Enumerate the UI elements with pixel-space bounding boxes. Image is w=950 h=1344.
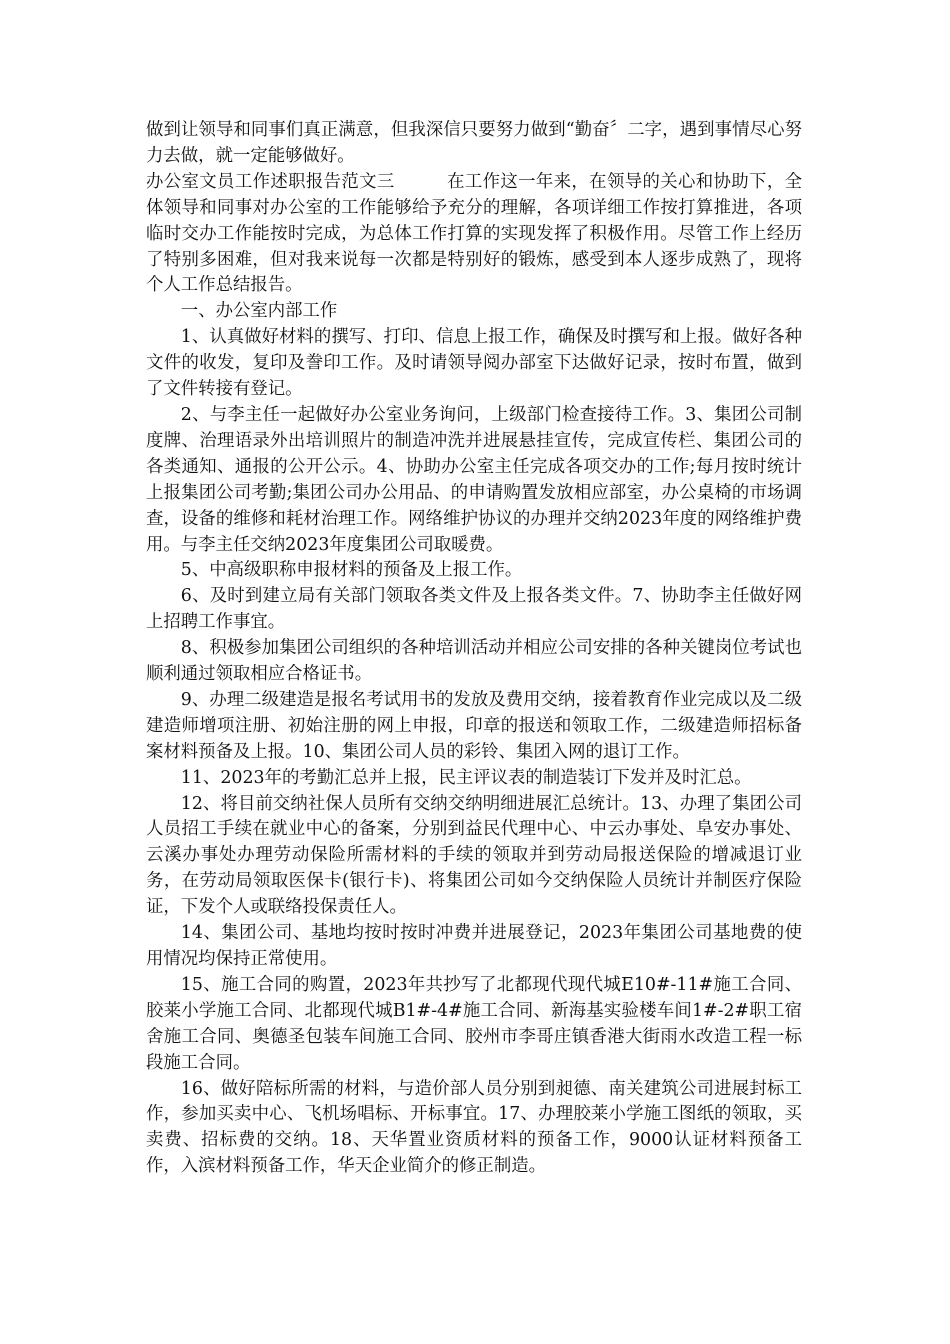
section-opening-text: 在工作这一年来，在领导的关心和协助下，全体领导和同事对办公室的工作能够给予充分的理解，各项详细工作按打算推进，各项临时交办工作能按时完成，为总体工作打算的实现发挥了积极作用。尽管工作上经历了特别多困难，但对我来说每一次都是特别好的锻炼，感受到本人逐步成熟了，现将个人工作总结报告。 bbox=[146, 171, 802, 296]
paragraph-14: 14、集团公司、基地均按时按时冲费并进展登记，2023年集团公司基地费的使用情况均保持正常使用。 bbox=[146, 923, 802, 969]
section-opening-paragraph bbox=[146, 170, 802, 300]
paragraph-11: 11、2023年的考勤汇总并上报，民主评议表的制造装订下发并及时汇总。 bbox=[180, 767, 752, 788]
document-body bbox=[146, 118, 802, 1180]
paragraph-6: 6、及时到建立局有关部门领取各类文件及上报各类文件。7、协助李主任做好网上招聘工作事宜。 bbox=[146, 586, 802, 633]
paragraph-12: 12、将目前交纳社保人员所有交纳交纳明细进展汇总统计。13、办理了集团公司人员招工手续在就业中心的备案，分别到益民代理中心、中云办事处、阜安办事处、云溪办事处办理劳动保险所需材料的手续的领取并到劳动局报送保险的增减退订业务，在劳动局领取医保卡(银行卡)、将集团公司如今交纳保险人员统计并制医疗保险证，下发个人或联络投保责任人。 bbox=[146, 793, 802, 918]
paragraph-8: 8、积极参加集团公司组织的各种培训活动并相应公司安排的各种关键岗位考试也顺利通过领取相应合格证书。 bbox=[146, 638, 802, 685]
paragraph-9: 9、办理二级建造是报名考试用书的发放及费用交纳，接着教育作业完成以及二级建造师增项注册、初始注册的网上申报，印章的报送和领取工作，二级建造师招标备案材料预备及上报。10、集团公司人员的彩铃、集团入网的退订工作。 bbox=[146, 689, 802, 762]
paragraph-16: 16、做好陪标所需的材料，与造价部人员分别到昶德、南关建筑公司进展封标工作，参加买卖中心、飞机场唱标、开标事宜。17、办理胶莱小学施工图纸的领取，买卖费、招标费的交纳。18、天华置业资质材料的预备工作，9000认证材料预备工作，入滨材料预备工作，华天企业简介的修正制造。 bbox=[146, 1078, 802, 1177]
paragraph-1: 1、认真做好材料的撰写、打印、信息上报工作，确保及时撰写和上报。做好各种文件的收发，复印及誊印工作。及时请领导阅办部室下达做好记录，按时布置，做到了文件转接有登记。 bbox=[146, 327, 802, 400]
paragraph-2: 2、与李主任一起做好办公室业务询问，上级部门检查接待工作。3、集团公司制度牌、治理语录外出培训照片的制造冲洗并进展悬挂宣传，完成宣传栏、集团公司的各类通知、通报的公开公示。4、协助办公室主任完成各项交办的工作;每月按时统计上报集团公司考勤;集团公司办公用品、的申请购置发放相应部室，办公桌椅的市场调查，设备的维修和耗材治理工作。网络维护协议的办理并交纳2023年度的网络维护费用。与李主任交纳2023年度集团公司取暖费。 bbox=[146, 404, 802, 555]
paragraph-5: 5、中高级职称申报材料的预备及上报工作。 bbox=[180, 560, 523, 581]
intro-continuation: 做到让领导和同事们真正满意，但我深信只要努力做到“勤奋〞二字，遇到事情尽心努力去做，就一定能够做好。 bbox=[146, 120, 802, 166]
section-heading: 一、办公室内部工作 bbox=[180, 301, 338, 322]
paragraph-15: 15、施工合同的购置，2023年共抄写了北都现代现代城E10#-11#施工合同、胶莱小学施工合同、北都现代城B1#-4#施工合同、新海基实验楼车间1#-2#职工宿舍施工合同、奥德圣包装车间施工合同、胶州市李哥庄镇香港大街雨水改造工程一标段施工合同。 bbox=[146, 974, 802, 1073]
section-title: 办公室文员工作述职报告范文三 bbox=[146, 171, 395, 192]
